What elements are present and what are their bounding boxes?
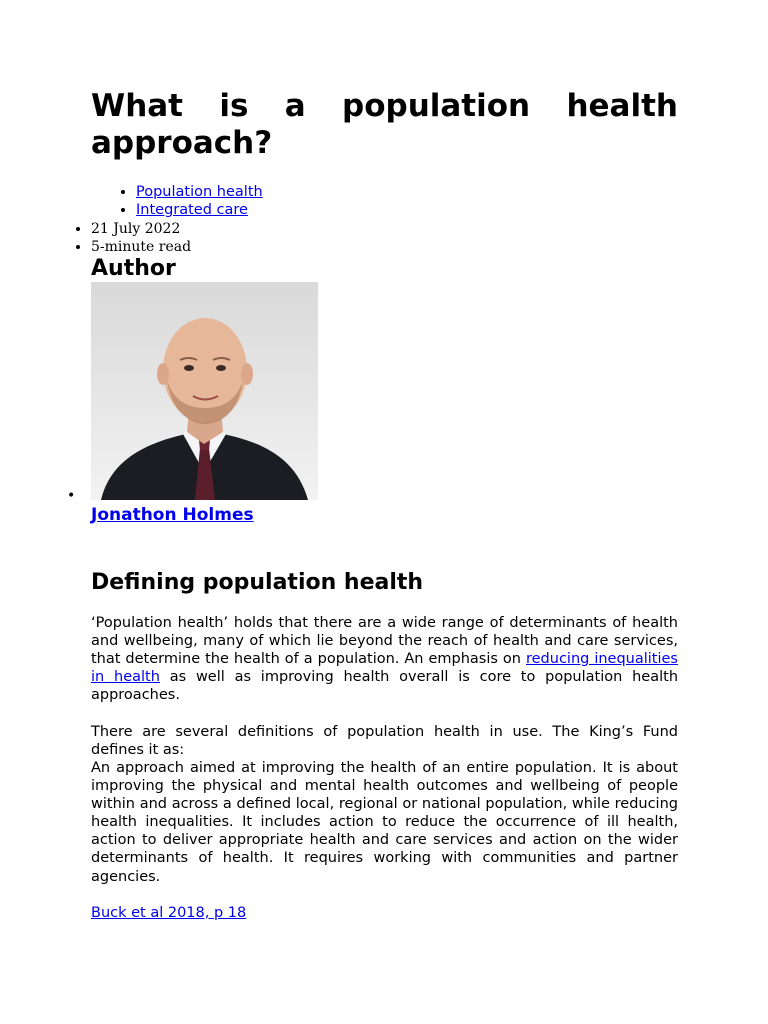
author-name-link[interactable]: Jonathon Holmes — [91, 505, 254, 525]
article-title: What is a population health approach? — [91, 88, 678, 161]
definition-quote: An approach aimed at improving the health of an entire population. It is about improving the physical and mental health outcomes and wellbeing of people within and across a defined local, regional or national population, while reducing health inequalities. It includes action to reduce the occurrence of ill health, action to deliver appropriate health and care services and action on the wider determinants of health. It requires working with communities and partner agencies. — [91, 760, 678, 885]
paragraph-definitions: There are several definitions of population health in use. The King’s Fund defines it as: — [91, 724, 678, 759]
paragraph-definition-intro — [91, 614, 678, 704]
citation — [91, 904, 678, 922]
tag-item — [136, 201, 263, 219]
tag-link-population-health[interactable]: Population health — [136, 184, 263, 200]
reducing-inequalities-link[interactable]: reducing inequalities in health — [91, 651, 678, 686]
paragraph-text: ‘Population health’ holds that there are a wide range of determinants of health and wellbeing, many of which lie beyond the reach of health and care services, that determine the health of a population. An emphasis on — [91, 615, 678, 668]
read-time: • 5-minute read — [91, 238, 191, 256]
tag-list — [91, 183, 263, 219]
tag-link-integrated-care[interactable]: Integrated care — [136, 202, 248, 218]
author-name-container — [91, 505, 254, 525]
article-meta — [46, 220, 191, 256]
tag-item — [136, 183, 263, 201]
list-bullet: • — [67, 488, 76, 504]
section-heading: Defining population health — [91, 570, 424, 595]
author-heading: Author — [91, 256, 176, 281]
citation-link[interactable]: Buck et al 2018, p 18 — [91, 905, 247, 921]
publish-date: • 21 July 2022 — [91, 220, 191, 238]
paragraph-text: as well as improving health overall is core to population health approaches. — [91, 669, 679, 704]
author-photo — [91, 282, 318, 500]
